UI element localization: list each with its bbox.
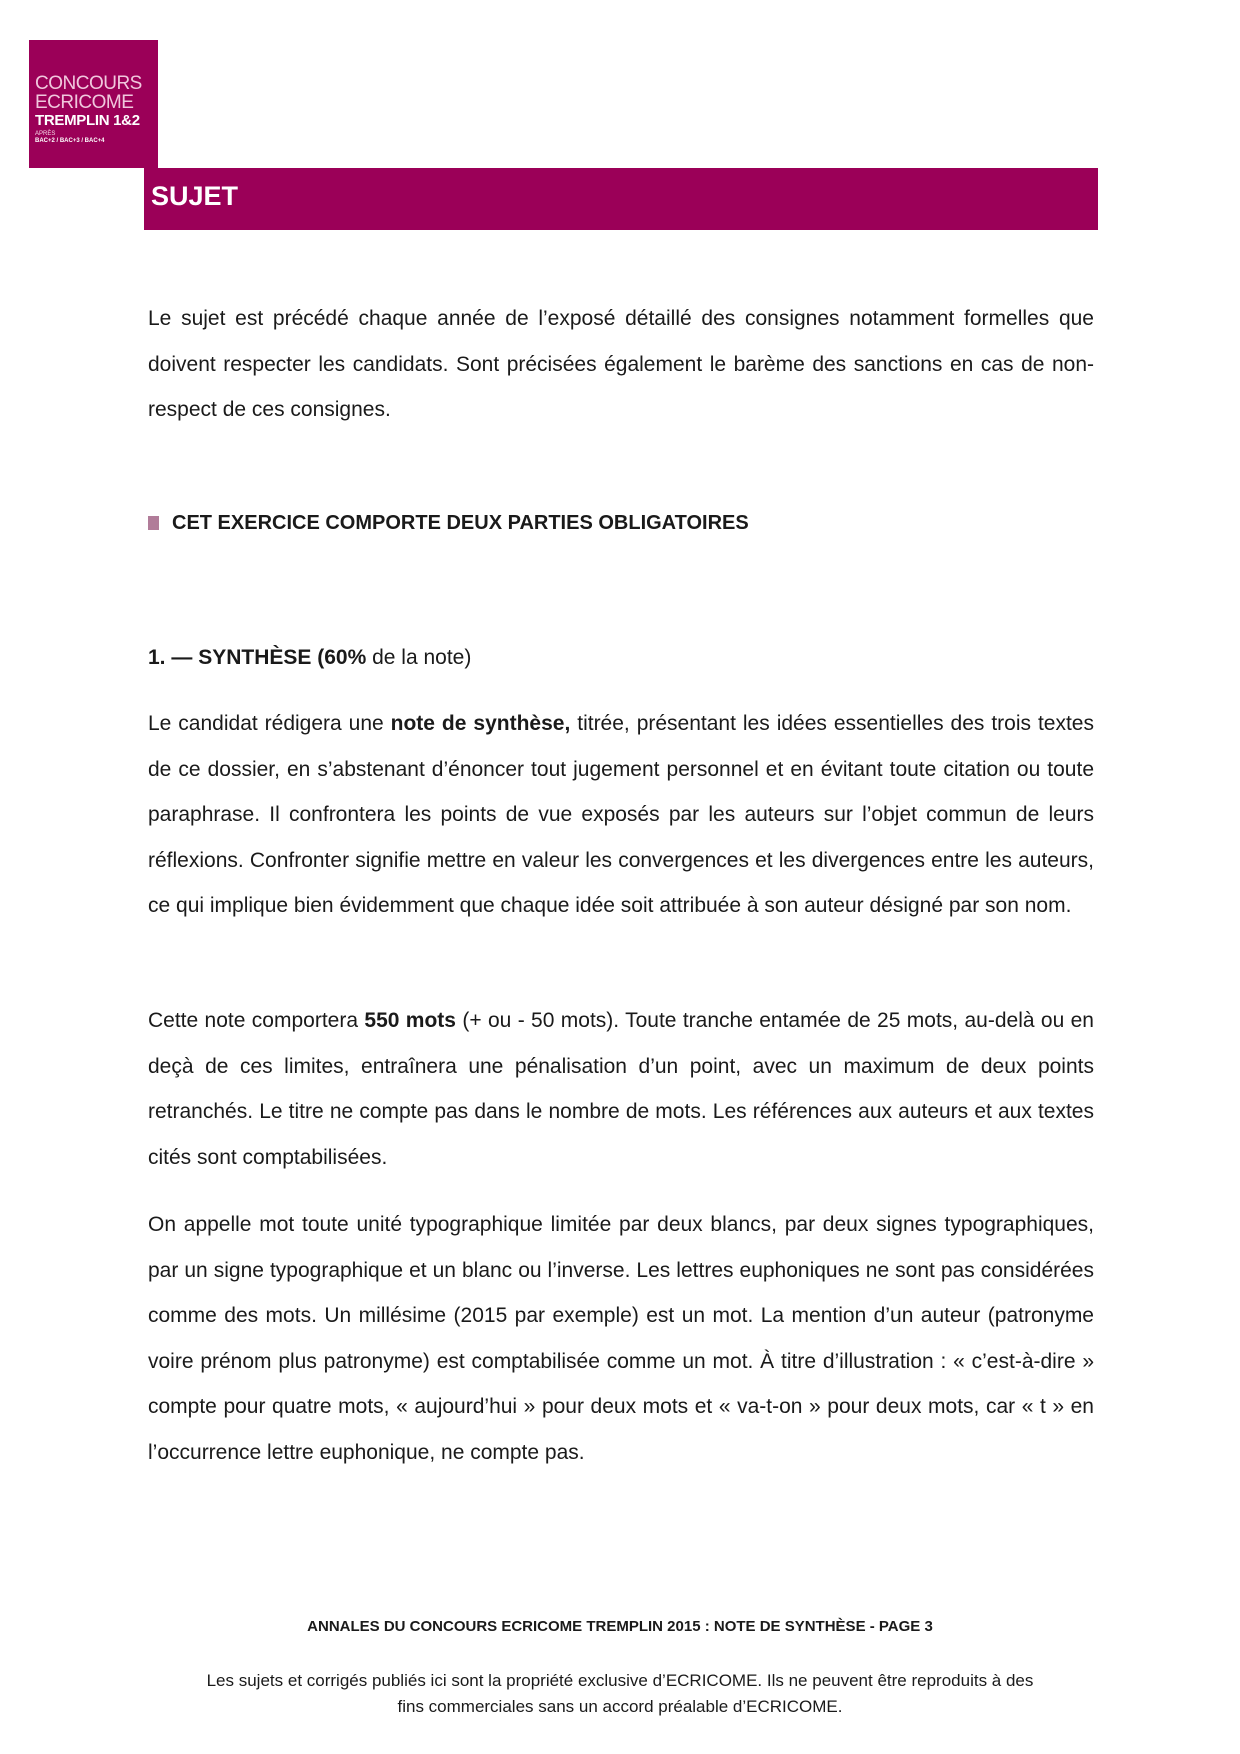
section-heading: [148, 508, 1094, 538]
p1-end: titrée, présentant les idées essentielles des trois textes de ce dossier, en s’abstenant d’énoncer tout jugement personnel et en évitant toute citation ou toute paraphrase. Il confrontera les points de vue exposés par les auteurs sur l’objet commun de leurs réflexions. Confronter signifie mettre en valeur les convergences et les divergences entre les auteurs, ce qui implique bien évidemment que chaque idée soit attribuée à son auteur désigné par son nom.: [148, 712, 1094, 917]
synthese-paragraph-3: On appelle mot toute unité typographique limitée par deux blancs, par deux signes typographiques, par un signe typographique et un blanc ou l’inverse. Les lettres euphoniques ne sont pas considérées comme des mots. Un millésime (2015 par exemple) est un mot. La mention d’un auteur (patronyme voire prénom plus patronyme) est comptabilisée comme un mot. À titre d’illustration : « c’est-à-dire » compte pour quatre mots, « aujourd’hui » pour deux mots et « va-t-on » pour deux mots, car « t » en l’occurrence lettre euphonique, ne compte pas.: [148, 1213, 1094, 1464]
footer-title: ANNALES DU CONCOURS ECRICOME TREMPLIN 2015 : NOTE DE SYNTHÈSE - PAGE 3: [307, 1618, 933, 1635]
banner-title: SUJET: [151, 181, 239, 211]
section-banner: [144, 168, 1098, 230]
synthese-title: SYNTHÈSE (60%: [198, 646, 367, 669]
synthese-paragraph-1: [148, 701, 1094, 929]
logo-line-ecricome: ECRICOME: [35, 92, 134, 113]
footer-note-line-1: Les sujets et corrigés publiés ici sont la propriété exclusive d’ECRICOME. Ils ne peuvent être reproduits à des: [206, 1671, 1034, 1690]
logo-line-bac: BAC+2 / BAC+3 / BAC+4: [35, 138, 105, 144]
logo-line-tremplin: TREMPLIN 1&2: [35, 112, 140, 129]
synthese-title-suffix: de la note): [372, 646, 472, 669]
synthese-number: 1. —: [148, 646, 193, 669]
p2-bold: 550 mots: [364, 1009, 456, 1032]
ecricome-logo: [29, 40, 158, 168]
synthese-paragraph-2: [148, 998, 1094, 1180]
logo-line-concours: CONCOURS: [35, 73, 142, 94]
square-bullet-icon: [148, 516, 159, 530]
p1-start: Le candidat rédigera une: [148, 712, 384, 735]
p2-start: Cette note comportera: [148, 1009, 359, 1032]
intro-paragraph: Le sujet est précédé chaque année de l’exposé détaillé des consignes notamment formelles que doivent respecter les candidats. Sont précisées également le barème des sanctions en cas de non-respect de ces consignes.: [148, 307, 1094, 421]
footer-note: [0, 1668, 1240, 1720]
p1-bold: note de synthèse,: [390, 712, 571, 735]
synthese-heading: [148, 643, 1094, 673]
section-heading-text: CET EXERCICE COMPORTE DEUX PARTIES OBLIGATOIRES: [172, 512, 749, 534]
footer-note-line-2: fins commerciales sans un accord préalable d’ECRICOME.: [397, 1697, 843, 1716]
logo-line-apres: APRÈS: [35, 131, 56, 137]
p2-end: (+ ou - 50 mots). Toute tranche entamée de 25 mots, au-delà ou en deçà de ces limites, entraînera une pénalisation d’un point, avec un maximum de deux points retranchés. Le titre ne compte pas dans le nombre de mots. Les références aux auteurs et aux textes cités sont comptabilisées.: [148, 1009, 1094, 1169]
